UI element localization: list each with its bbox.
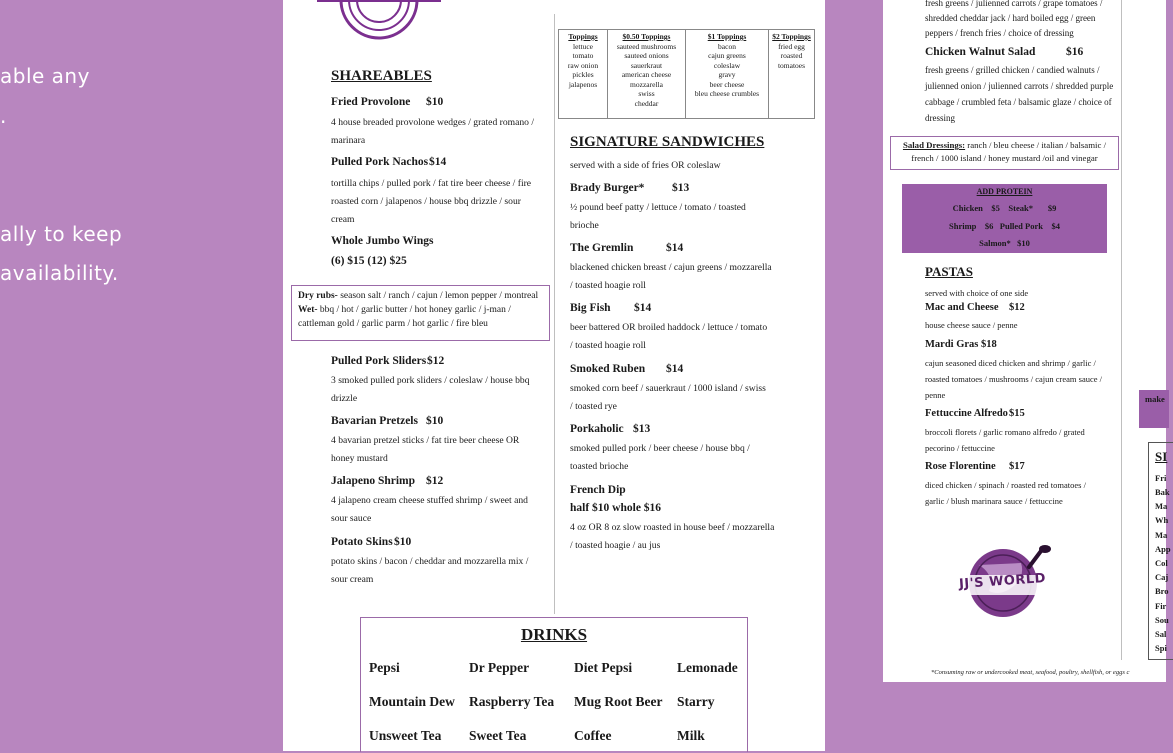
side-item: Bak	[1155, 487, 1170, 497]
menu-item-desc: roasted corn / jalapenos / house bbq drizzle / sour	[331, 196, 521, 207]
menu-item-name: Whole Jumbo Wings	[331, 235, 434, 247]
menu-item-name: Rose Florentine	[925, 461, 996, 472]
menu-item-price: $14	[666, 242, 684, 254]
menu-item-desc: 4 bavarian pretzel sticks / fat tire beer cheese OR	[331, 435, 520, 446]
menu-item-desc: blackened chicken breast / cajun greens / mozzarella	[570, 262, 772, 273]
side-item: Fri	[1155, 473, 1167, 483]
menu-item-desc: roasted tomatoes / mushrooms / cajun cream sauce /	[925, 374, 1103, 384]
drinks-heading: DRINKS	[520, 625, 588, 644]
menu-item-desc: marinara	[331, 135, 366, 146]
salad-dressings-box	[890, 136, 1119, 170]
drink-item: Lemonade	[677, 660, 738, 675]
menu-item-price: $12	[1009, 302, 1025, 313]
topping-item: gravy	[718, 70, 736, 79]
menu-item-desc: 4 jalapeno cream cheese stuffed shrimp / sweet and	[331, 495, 528, 506]
protein-row: Shrimp $6 Pulled Pork $4	[949, 221, 1060, 231]
menu-item-desc: / toasted rye	[570, 401, 617, 412]
menu-item-desc: house cheese sauce / penne	[925, 320, 1018, 330]
drink-item: Unsweet Tea	[369, 728, 442, 743]
menu-item-name: French Dip	[570, 484, 626, 496]
wings-price: (6) $15 (12) $25	[331, 255, 407, 267]
side-item: Sou	[1155, 615, 1169, 625]
wet-sauces-list-2: cattleman gold / garlic parm / hot garlic / fire bleu	[298, 319, 488, 329]
add-protein-heading: ADD PROTEIN	[976, 187, 1033, 196]
menu-item-price: $17	[1009, 461, 1025, 472]
menu-item-desc: diced chicken / spinach / roasted red tomatoes /	[925, 480, 1086, 490]
menu-item-price: $13	[672, 182, 690, 194]
menu-item-price: $10	[394, 536, 412, 548]
dry-rubs-label: Dry rubs-	[298, 291, 338, 301]
menu-item-desc: 4 house breaded provolone wedges / grated romano /	[331, 117, 535, 128]
salad-dressings-label: Salad Dressings:	[902, 140, 966, 150]
protein-row: Salmon* $10	[979, 238, 1030, 248]
menu-item-desc: tortilla chips / pulled pork / fat tire beer cheese / fire	[331, 178, 532, 189]
menu-item-desc: beer battered OR broiled haddock / lettuce / tomato	[570, 322, 768, 333]
menu-item-desc: potato skins / bacon / cheddar and mozzarella mix /	[331, 556, 529, 567]
salad-desc: peppers / french fries / choice of dressing	[925, 28, 1074, 38]
menu-item-desc: pecorino / fettuccine	[925, 443, 995, 453]
drink-item: Milk	[677, 728, 705, 743]
side-item: App	[1155, 544, 1171, 554]
menu-item-desc: cream	[331, 214, 355, 225]
toppings-header: Toppings	[568, 32, 598, 41]
menu-item-desc: smoked corn beef / sauerkraut / 1000 island / swiss	[570, 383, 766, 394]
menu-item-price: $12	[427, 355, 445, 367]
topping-item: sauteed onions	[624, 51, 669, 60]
menu-item-desc: honey mustard	[331, 453, 388, 464]
toppings-050-header: $0.50 Toppings	[622, 32, 671, 41]
topping-item: bacon	[718, 41, 736, 51]
topping-item: sauteed mushrooms	[616, 41, 677, 51]
topping-item: sauerkraut	[630, 60, 663, 70]
cut-text: make	[1145, 394, 1165, 404]
topping-item: roasted tomatoes	[777, 51, 806, 70]
side-item: Ma	[1155, 501, 1168, 511]
wet-sauces-list: bbq / hot / garlic butter / hot honey garlic / j-man /	[317, 305, 511, 315]
wet-sauces-label: Wet-	[298, 305, 318, 315]
topping-item: swiss	[638, 89, 655, 98]
side-item: Sal	[1155, 629, 1167, 639]
topping-item: mozzarella	[630, 79, 663, 89]
topping-item: raw onion	[567, 60, 599, 70]
sides-heading: SI	[1155, 449, 1168, 464]
side-item: Ma	[1155, 530, 1168, 540]
menu-item-desc: dressing	[925, 113, 955, 123]
side-item: Caj	[1155, 572, 1169, 582]
menu-item-price: $13	[633, 423, 651, 435]
make-box	[1139, 390, 1169, 428]
menu-item-price: $10	[426, 96, 444, 108]
sandwiches-subheading: served with a side of fries OR coleslaw	[570, 160, 721, 171]
menu-item-desc: toasted brioche	[570, 461, 629, 472]
menu-item-name: Pulled Pork Nachos	[331, 156, 429, 168]
toppings-2-header: $2 Toppings	[772, 32, 811, 41]
menu-item-price: $14	[634, 302, 652, 314]
logo-icon	[307, 0, 447, 45]
salad-desc: shredded cheddar jack / hard boiled egg / green	[925, 13, 1096, 23]
menu-item-name: Fried Provolone	[331, 96, 411, 108]
menu-item-desc: ½ pound beef patty / lettuce / tomato / toasted	[570, 202, 746, 213]
shareables-heading: SHAREABLES	[331, 68, 432, 84]
drink-item: Diet Pepsi	[574, 660, 633, 675]
menu-item-desc: brioche	[570, 220, 599, 231]
left-text-line-4: availability.	[0, 261, 119, 285]
drink-item: Dr Pepper	[469, 660, 530, 675]
topping-item: bleu cheese crumbles	[694, 89, 760, 98]
menu-item-name: Jalapeno Shrimp	[331, 475, 416, 487]
menu-item-name: Brady Burger*	[570, 182, 645, 194]
add-protein-box	[902, 184, 1107, 253]
menu-item-name: Mardi Gras	[925, 339, 979, 350]
menu-item-desc: 4 oz OR 8 oz slow roasted in house beef / mozzarella	[570, 522, 775, 533]
menu-item-desc: / toasted hoagie roll	[570, 280, 646, 291]
left-text-line-3: ally to keep	[0, 222, 123, 246]
drink-item: Sweet Tea	[469, 728, 527, 743]
sandwiches-heading: SIGNATURE SANDWICHES	[570, 134, 765, 150]
dry-rubs-list: season salt / ranch / cajun / lemon pepper / montreal	[337, 291, 539, 301]
side-item: Bro	[1155, 586, 1169, 596]
menu-item-desc: sour cream	[331, 574, 374, 585]
menu-item-price: $15	[1009, 408, 1025, 419]
menu-item-price: $12	[426, 475, 444, 487]
menu-item-price: $10	[426, 415, 444, 427]
menu-item-price: $18	[981, 339, 997, 350]
drink-item: Raspberry Tea	[469, 694, 555, 709]
salad-desc: fresh greens / julienned carrots / grape tomatoes /	[925, 0, 1103, 8]
menu-item-price: $14	[666, 363, 684, 375]
topping-item: fried egg	[778, 41, 805, 51]
left-text-line-2: .	[0, 104, 7, 128]
menu-item-desc: sour sauce	[331, 513, 372, 524]
menu-page-2	[883, 0, 1171, 682]
menu-item-desc: / toasted hoagie roll	[570, 340, 646, 351]
topping-item: american cheese	[621, 70, 672, 79]
menu-item-desc: penne	[925, 390, 946, 400]
menu-item-desc: fresh greens / grilled chicken / candied walnuts /	[925, 65, 1100, 75]
left-text-line-1: able any	[0, 64, 90, 88]
menu-item-price: $14	[429, 156, 447, 168]
logo-text: JJ'S WORLD	[958, 570, 1047, 593]
menu-item-desc: / toasted hoagie / au jus	[570, 540, 661, 551]
pastas-heading: PASTAS	[925, 264, 973, 279]
menu-item-desc: smoked pulled pork / beer cheese / house bbq /	[570, 443, 750, 454]
drinks-table	[369, 651, 741, 753]
menu-item-desc: cabbage / crumbled feta / balsamic glaze / choice of	[925, 97, 1112, 107]
menu-item-desc: cajun seasoned diced chicken and shrimp / garlic /	[925, 358, 1096, 368]
topping-item: cheddar	[634, 98, 659, 108]
menu-item-name: Potato Skins	[331, 536, 393, 548]
topping-item: lettuce	[573, 41, 593, 51]
menu-item-name: Chicken Walnut Salad	[925, 46, 1036, 58]
consumer-advisory-footer: *Consuming raw or undercooked meat, seafood, poultry, shellfish, or eggs c	[931, 669, 1130, 676]
menu-page-1	[283, 0, 825, 751]
menu-item-name: Mac and Cheese	[925, 302, 999, 313]
topping-item: tomato	[572, 51, 594, 60]
salad-dressings-list-2: french / 1000 island / honey mustard /oil and vinegar	[911, 153, 1098, 163]
french-dip-prices: half $10 whole $16	[570, 502, 662, 514]
drink-item: Starry	[677, 694, 715, 709]
menu-item-name: Smoked Ruben	[570, 363, 646, 375]
topping-item: pickles	[572, 70, 594, 79]
drink-item: Mug Root Beer	[574, 694, 663, 709]
side-item: Col	[1155, 558, 1168, 568]
toppings-table	[558, 29, 815, 119]
menu-item-name: Big Fish	[570, 302, 611, 314]
salad-dressings-list: ranch / bleu cheese / italian / balsamic /	[965, 140, 1107, 150]
menu-item-desc: julienned onion / julienned carrots / shredded purple	[925, 81, 1114, 91]
menu-item-name: Pulled Pork Sliders	[331, 355, 427, 367]
toppings-1-header: $1 Toppings	[707, 32, 747, 41]
topping-item: jalapenos	[568, 79, 598, 89]
sides-box	[1148, 442, 1173, 660]
drink-item: Pepsi	[369, 660, 400, 675]
menu-item-name: Bavarian Pretzels	[331, 415, 418, 427]
menu-item-name: Porkaholic	[570, 423, 624, 435]
topping-item: beer cheese	[709, 79, 745, 89]
side-item: Spi	[1155, 643, 1167, 653]
topping-item: cajun greens	[708, 51, 746, 60]
drink-item: Coffee	[574, 728, 612, 743]
menu-item-name: Fettuccine Alfredo	[925, 408, 1008, 419]
protein-row: Chicken $5 Steak* $9	[952, 203, 1057, 213]
drinks-box	[360, 617, 748, 752]
menu-item-desc: broccoli florets / garlic romano alfredo / grated	[925, 427, 1085, 437]
side-item: Fir	[1155, 601, 1167, 611]
menu-item-desc: drizzle	[331, 393, 358, 404]
menu-item-name: The Gremlin	[570, 242, 634, 254]
side-item: Wh	[1155, 515, 1169, 525]
drink-item: Mountain Dew	[369, 694, 455, 709]
pastas-subheading: served with choice of one side	[925, 288, 1029, 298]
menu-item-desc: 3 smoked pulled pork sliders / coleslaw / house bbq	[331, 375, 530, 386]
topping-item: coleslaw	[713, 60, 741, 70]
menu-item-desc: garlic / blush marinara sauce / fettuccine	[925, 496, 1063, 506]
wing-sauces-box	[291, 285, 550, 341]
menu-item-price: $16	[1066, 46, 1084, 58]
